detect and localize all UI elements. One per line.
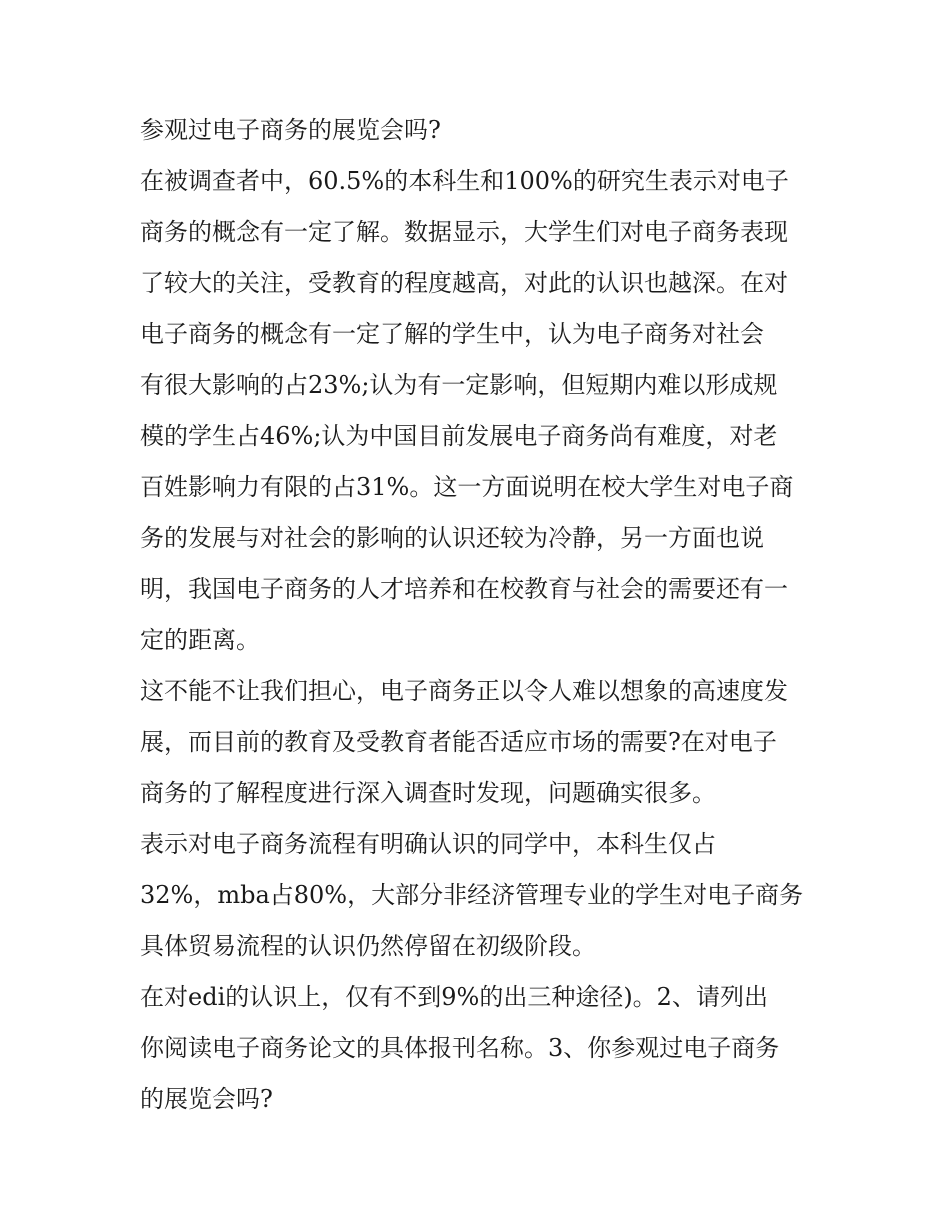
text-line: 了较大的关注，受教育的程度越高，对此的认识也越深。在对 — [140, 269, 788, 297]
text-line: 你阅读电子商务论文的具体报刊名称。3、你参观过电子商务 — [140, 1034, 780, 1062]
text-line: 百姓影响力有限的占31%。这一方面说明在校大学生对电子商 — [140, 473, 794, 501]
text-line: 商务的概念有一定了解。数据显示，大学生们对电子商务表现 — [140, 218, 788, 246]
text-line: 有很大影响的占23%;认为有一定影响，但短期内难以形成规 — [140, 371, 778, 399]
text-line: 定的距离。 — [140, 626, 260, 654]
text-line: 电子商务的概念有一定了解的学生中，认为电子商务对社会 — [140, 320, 764, 348]
text-line: 商务的了解程度进行深入调查时发现，问题确实很多。 — [140, 779, 716, 807]
text-line: 32%，mba占80%，大部分非经济管理专业的学生对电子商务 — [140, 881, 804, 909]
text-line: 在对edi的认识上，仅有不到9%的出三种途径)。2、请列出 — [140, 983, 768, 1011]
text-line: 表示对电子商务流程有明确认识的同学中，本科生仅占 — [140, 830, 716, 858]
text-line: 这不能不让我们担心，电子商务正以令人难以想象的高速度发 — [140, 677, 788, 705]
text-line: 具体贸易流程的认识仍然停留在初级阶段。 — [140, 932, 596, 960]
text-line: 参观过电子商务的展览会吗? — [140, 116, 441, 144]
document-body — [140, 105, 820, 1125]
text-line: 明，我国电子商务的人才培养和在校教育与社会的需要还有一 — [140, 575, 788, 603]
text-line: 的展览会吗? — [140, 1085, 273, 1113]
text-line: 务的发展与对社会的影响的认识还较为冷静，另一方面也说 — [140, 524, 764, 552]
text-line: 展，而目前的教育及受教育者能否适应市场的需要?在对电子 — [140, 728, 777, 756]
text-line: 在被调查者中，60.5%的本科生和100%的研究生表示对电子 — [140, 167, 789, 195]
text-line: 模的学生占46%;认为中国目前发展电子商务尚有难度，对老 — [140, 422, 778, 450]
